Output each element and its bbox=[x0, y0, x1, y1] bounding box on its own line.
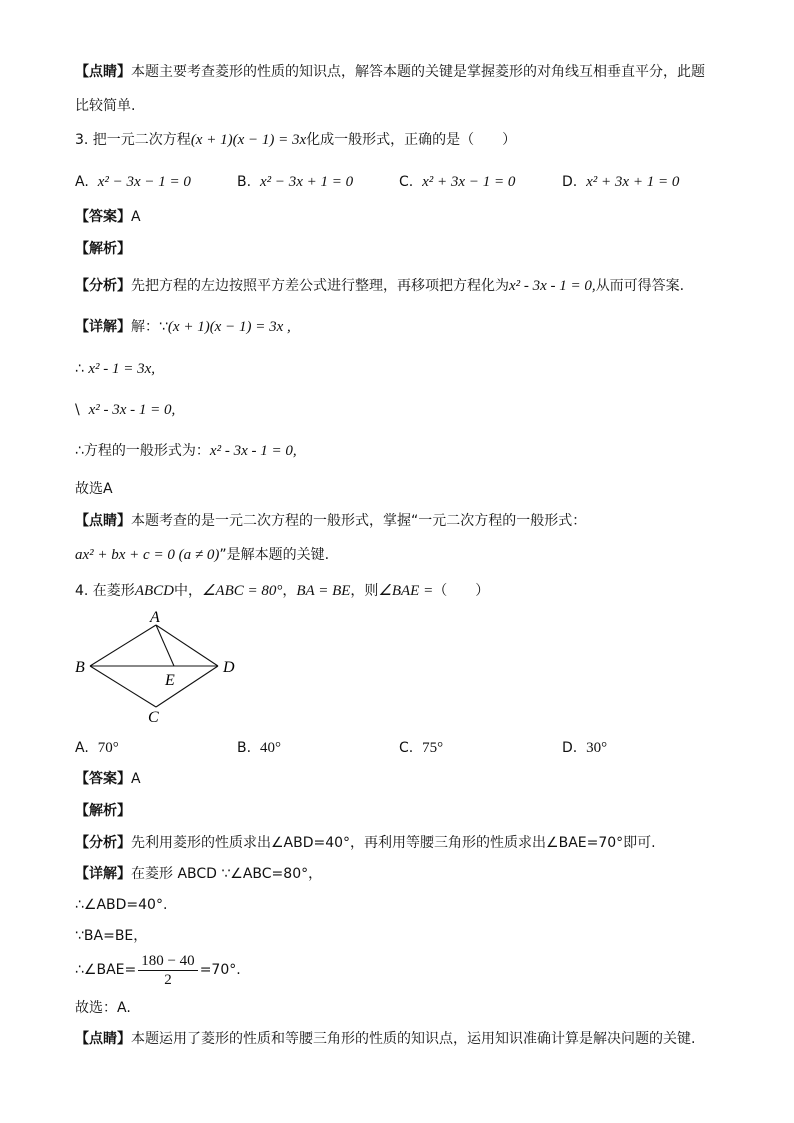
q3-answer: 【答案】A bbox=[75, 209, 141, 225]
q4-choose: 故选：A. bbox=[75, 1000, 131, 1016]
q2-tip-line1 bbox=[75, 62, 705, 82]
edge-ab bbox=[90, 625, 156, 666]
q3-analysis-tag: 【解析】 bbox=[75, 241, 131, 257]
q3-choose: 故选A bbox=[75, 481, 113, 497]
q2-tip-line2: 比较简单. bbox=[75, 98, 136, 114]
q3-option-b: B. x² − 3x + 1 = 0 bbox=[237, 174, 354, 190]
q3-option-a: A. x² − 3x − 1 = 0 bbox=[75, 174, 191, 190]
q4-stem: 4. 在菱形ABCD中，∠ABC = 80°，BA = BE，则∠BAE =（ ） bbox=[75, 583, 490, 599]
q3-option-d: D. x² + 3x + 1 = 0 bbox=[562, 174, 680, 190]
q3-option-c: C. x² + 3x − 1 = 0 bbox=[399, 174, 516, 190]
q4-step3: ∴∠BAE= $\frac{180 - 40}{2}$ =70°. bbox=[75, 952, 241, 988]
q4-analysis-tag: 【解析】 bbox=[75, 803, 131, 819]
q3-stem-equation: (x + 1)(x − 1) = 3x bbox=[190, 132, 307, 148]
q4-option-d: D. 30° bbox=[562, 740, 608, 756]
label-c: C bbox=[148, 709, 159, 726]
q4-option-a: A. 70° bbox=[75, 740, 119, 756]
label-d: D bbox=[223, 659, 235, 676]
label-b: B bbox=[75, 659, 85, 676]
q4-step1: ∴∠ABD=40°. bbox=[75, 897, 168, 913]
q4-xiangjie: 【详解】在菱形 ABCD ∵∠ABC=80°， bbox=[75, 866, 323, 882]
q4-tip: 【点睛】本题运用了菱形的性质和等腰三角形的性质的知识点，运用知识准确计算是解决问题的关键. bbox=[75, 1031, 696, 1047]
label-e: E bbox=[165, 672, 175, 689]
q4-fenxi: 【分析】先利用菱形的性质求出∠ABD=40°，再利用等腰三角形的性质求出∠BAE=70°即可. bbox=[75, 835, 656, 851]
q4-answer: 【答案】A bbox=[75, 771, 141, 787]
q3-step3: \ x² - 3x - 1 = 0, bbox=[75, 402, 176, 418]
q4-step2: ∵BA=BE， bbox=[75, 928, 148, 944]
edge-bc bbox=[90, 666, 156, 707]
q3-stem-prefix: 3. 把一元二次方程 bbox=[75, 132, 191, 148]
q4-option-c: C. 75° bbox=[399, 740, 444, 756]
rhombus-figure bbox=[70, 608, 250, 730]
q3-fenxi: 【分析】先把方程的左边按照平方差公式进行整理，再移项把方程化为x² - 3x - 1 = 0,从而可得答案. bbox=[75, 278, 685, 294]
q3-xiangjie: 【详解】解：∵(x + 1)(x − 1) = 3x , bbox=[75, 319, 291, 335]
fraction: $\frac{180 - 40}{2}$ bbox=[138, 952, 197, 989]
q4-option-b: B. 40° bbox=[237, 740, 281, 756]
q3-stem-suffix: 化成一般形式，正确的是（ ） bbox=[306, 132, 517, 148]
q3-tip-line2: ax² + bx + c = 0 (a ≠ 0)”是解本题的关键. bbox=[75, 547, 330, 563]
q3-stem bbox=[75, 130, 516, 150]
tip-text: 本题主要考查菱形的性质的知识点，解答本题的关键是掌握菱形的对角线互相垂直平分，此题 bbox=[131, 64, 705, 80]
label-a: A bbox=[150, 609, 160, 626]
q3-step2: ∴ x² - 1 = 3x, bbox=[75, 361, 156, 377]
q3-tip-line1: 【点睛】本题考查的是一元二次方程的一般形式，掌握“一元二次方程的一般形式： bbox=[75, 513, 587, 529]
q3-step4: ∴方程的一般形式为：x² - 3x - 1 = 0, bbox=[75, 443, 297, 459]
tip-tag: 【点睛】 bbox=[75, 64, 131, 80]
